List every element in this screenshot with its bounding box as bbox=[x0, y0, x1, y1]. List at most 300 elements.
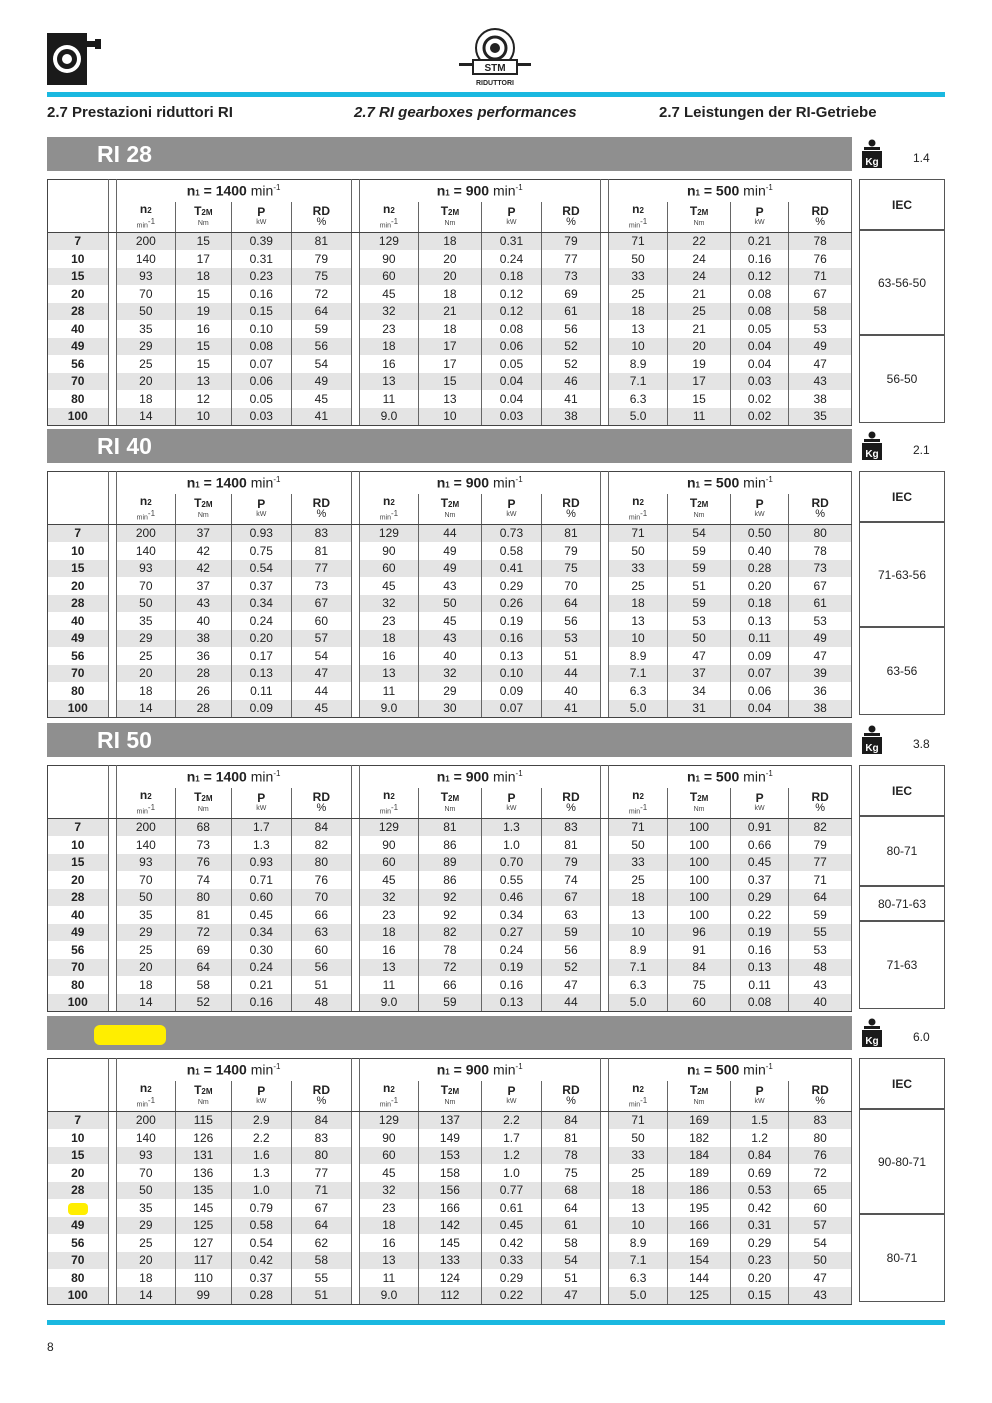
ratio-header-blank bbox=[48, 494, 109, 525]
ratio-header-blank bbox=[48, 202, 109, 233]
n1-subscript: 1 bbox=[445, 480, 450, 490]
column-gap bbox=[351, 889, 359, 907]
value-cell: 158 bbox=[419, 1164, 482, 1182]
column-symbol bbox=[419, 205, 481, 219]
column-gap bbox=[108, 924, 116, 942]
column-symbol-text: T bbox=[440, 204, 449, 219]
column-gap bbox=[351, 682, 359, 700]
value-cell: 47 bbox=[789, 1269, 852, 1287]
column-gap bbox=[351, 268, 359, 286]
column-header-rd bbox=[542, 1081, 601, 1112]
value-cell: 50 bbox=[116, 1182, 176, 1200]
column-unit bbox=[668, 1098, 730, 1107]
column-unit-text: min bbox=[628, 222, 641, 230]
weight-kg-icon bbox=[861, 431, 883, 461]
n1-unit: min bbox=[246, 474, 274, 491]
value-cell: 10 bbox=[608, 630, 668, 648]
value-cell: 0.29 bbox=[730, 889, 789, 907]
column-header-rd bbox=[789, 494, 852, 525]
n1-unit: min bbox=[246, 768, 274, 785]
value-cell: 36 bbox=[789, 682, 852, 700]
value-cell: 54 bbox=[292, 355, 352, 373]
value-cell: 16 bbox=[176, 320, 231, 338]
value-cell: 0.22 bbox=[730, 906, 789, 924]
ratio-cell: 100 bbox=[48, 700, 109, 718]
column-unit bbox=[117, 803, 176, 816]
ratio-header-blank bbox=[48, 180, 109, 202]
column-symbol-text: n bbox=[139, 201, 148, 216]
column-unit-text: min bbox=[628, 808, 641, 816]
n1-symbol: n bbox=[436, 474, 446, 491]
value-cell: 0.50 bbox=[730, 524, 789, 542]
column-symbol-text: RD bbox=[811, 790, 829, 805]
ratio-cell: 15 bbox=[48, 854, 109, 872]
column-symbol-text: n bbox=[139, 493, 148, 508]
value-cell: 0.06 bbox=[481, 338, 542, 356]
value-cell: 71 bbox=[608, 524, 668, 542]
ratio-cell: 100 bbox=[48, 1287, 109, 1305]
value-cell: 37 bbox=[668, 665, 731, 683]
column-unit-text: min bbox=[628, 514, 641, 522]
column-gap bbox=[600, 1129, 608, 1147]
value-cell: 1.3 bbox=[231, 1164, 292, 1182]
value-cell: 53 bbox=[542, 630, 601, 648]
column-gap bbox=[108, 1234, 116, 1252]
column-unit bbox=[176, 805, 230, 814]
value-cell: 131 bbox=[176, 1147, 231, 1165]
value-cell: 0.53 bbox=[730, 1182, 789, 1200]
value-cell: 0.13 bbox=[730, 959, 789, 977]
column-header-p bbox=[231, 1081, 292, 1112]
column-symbol-text: RD bbox=[562, 496, 580, 511]
table-row bbox=[48, 285, 852, 303]
column-gap bbox=[600, 818, 608, 836]
value-cell: 40 bbox=[419, 647, 482, 665]
heading-english: 2.7 RI gearboxes performances bbox=[354, 104, 577, 121]
value-cell: 0.54 bbox=[231, 1234, 292, 1252]
value-cell: 21 bbox=[668, 320, 731, 338]
value-cell: 65 bbox=[789, 1182, 852, 1200]
column-unit-text: kW bbox=[754, 511, 765, 519]
ratio-cell: 100 bbox=[48, 408, 109, 426]
value-cell: 13 bbox=[176, 373, 231, 391]
value-cell: 66 bbox=[292, 906, 352, 924]
column-symbol-subscript: 2 bbox=[639, 791, 644, 801]
column-symbol-subscript: 2 bbox=[147, 497, 152, 507]
n1-unit: min bbox=[739, 1061, 766, 1078]
column-header-t2m bbox=[419, 1081, 482, 1112]
n1-subscript: 1 bbox=[195, 480, 200, 490]
table-row bbox=[48, 1252, 852, 1270]
ratio-cell: 40 bbox=[48, 320, 109, 338]
value-cell: 0.08 bbox=[481, 320, 542, 338]
value-cell: 38 bbox=[789, 390, 852, 408]
column-symbol-text: T bbox=[194, 790, 202, 805]
value-cell: 20 bbox=[668, 338, 731, 356]
value-cell: 92 bbox=[419, 906, 482, 924]
column-symbol-text: n bbox=[383, 1080, 391, 1095]
column-symbol-text: T bbox=[440, 1083, 449, 1098]
column-symbol-subscript: 2M bbox=[448, 794, 460, 804]
column-gap bbox=[108, 472, 116, 494]
value-cell: 45 bbox=[359, 577, 419, 595]
value-cell: 0.39 bbox=[231, 232, 292, 250]
column-unit-exponent: -1 bbox=[390, 802, 399, 812]
column-symbol-text: T bbox=[440, 496, 449, 511]
value-cell: 64 bbox=[292, 1217, 352, 1235]
n1-subscript: 1 bbox=[195, 774, 200, 784]
value-cell: 16 bbox=[359, 647, 419, 665]
column-unit-exponent: -1 bbox=[147, 1095, 156, 1105]
value-cell: 110 bbox=[176, 1269, 231, 1287]
value-cell: 38 bbox=[789, 700, 852, 718]
value-cell: 0.40 bbox=[730, 542, 789, 560]
value-cell: 84 bbox=[292, 818, 352, 836]
n1-value: 500 bbox=[715, 182, 740, 199]
column-unit-text: Nm bbox=[197, 806, 209, 814]
input-speed-header bbox=[608, 180, 851, 202]
column-gap bbox=[108, 1199, 116, 1217]
value-cell: 0.16 bbox=[730, 941, 789, 959]
column-gap bbox=[351, 1164, 359, 1182]
table-row bbox=[48, 854, 852, 872]
column-gap bbox=[351, 250, 359, 268]
table-row bbox=[48, 630, 852, 648]
column-unit bbox=[609, 509, 668, 522]
value-cell: 86 bbox=[419, 871, 482, 889]
value-cell: 30 bbox=[419, 700, 482, 718]
n1-symbol: n bbox=[436, 1061, 446, 1078]
value-cell: 70 bbox=[116, 871, 176, 889]
column-symbol bbox=[668, 497, 730, 511]
input-speed-header bbox=[608, 1059, 851, 1081]
column-symbol-subscript: 2M bbox=[201, 794, 213, 804]
value-cell: 62 bbox=[292, 1234, 352, 1252]
value-cell: 0.13 bbox=[231, 665, 292, 683]
column-gap bbox=[600, 836, 608, 854]
column-unit-text: kW bbox=[506, 219, 517, 227]
value-cell: 129 bbox=[359, 1111, 419, 1129]
value-cell: 54 bbox=[542, 1252, 601, 1270]
ratio-cell: 80 bbox=[48, 682, 109, 700]
value-cell: 80 bbox=[176, 889, 231, 907]
value-cell: 77 bbox=[292, 560, 352, 578]
value-cell: 73 bbox=[789, 560, 852, 578]
n1-value: 900 bbox=[465, 768, 490, 785]
ratio-cell: 28 bbox=[48, 303, 109, 321]
value-cell: 0.19 bbox=[481, 959, 542, 977]
table-row bbox=[48, 577, 852, 595]
column-gap bbox=[351, 303, 359, 321]
column-gap bbox=[600, 1217, 608, 1235]
value-cell: 7.1 bbox=[608, 373, 668, 391]
value-cell: 7.1 bbox=[608, 959, 668, 977]
value-cell: 2.9 bbox=[231, 1111, 292, 1129]
n1-unit-exponent: -1 bbox=[515, 183, 523, 192]
column-unit bbox=[292, 803, 351, 814]
table-row bbox=[48, 871, 852, 889]
value-cell: 20 bbox=[116, 1252, 176, 1270]
value-cell: 13 bbox=[608, 1199, 668, 1217]
value-cell: 21 bbox=[668, 285, 731, 303]
column-gap bbox=[351, 595, 359, 613]
value-cell: 50 bbox=[608, 1129, 668, 1147]
input-speed-header bbox=[608, 472, 851, 494]
column-gap bbox=[108, 1287, 116, 1305]
column-unit-text: % bbox=[566, 802, 576, 815]
value-cell: 14 bbox=[116, 408, 176, 426]
column-symbol bbox=[117, 789, 176, 803]
value-cell: 115 bbox=[176, 1111, 231, 1129]
column-gap bbox=[108, 976, 116, 994]
value-cell: 0.17 bbox=[231, 647, 292, 665]
column-gap bbox=[351, 1287, 359, 1305]
value-cell: 73 bbox=[292, 577, 352, 595]
column-symbol bbox=[731, 498, 789, 510]
value-cell: 67 bbox=[292, 1199, 352, 1217]
value-cell: 0.20 bbox=[231, 630, 292, 648]
value-cell: 0.23 bbox=[231, 268, 292, 286]
value-cell: 16 bbox=[359, 355, 419, 373]
column-symbol-subscript: 2 bbox=[390, 497, 395, 507]
column-gap bbox=[600, 320, 608, 338]
value-cell: 144 bbox=[668, 1269, 731, 1287]
column-gap bbox=[108, 390, 116, 408]
column-unit bbox=[731, 804, 789, 813]
value-cell: 60 bbox=[668, 994, 731, 1012]
column-symbol bbox=[117, 1082, 176, 1096]
column-gap bbox=[351, 355, 359, 373]
column-gap bbox=[108, 408, 116, 426]
column-unit-text: % bbox=[566, 1095, 576, 1108]
value-cell: 70 bbox=[116, 1164, 176, 1182]
value-cell: 5.0 bbox=[608, 994, 668, 1012]
footer-divider bbox=[47, 1320, 945, 1325]
column-unit bbox=[609, 1096, 668, 1109]
value-cell: 149 bbox=[419, 1129, 482, 1147]
column-gap bbox=[351, 766, 359, 788]
column-gap bbox=[351, 524, 359, 542]
column-header-n2 bbox=[608, 494, 668, 525]
column-gap bbox=[351, 1217, 359, 1235]
value-cell: 0.28 bbox=[730, 560, 789, 578]
section-title: RI 40 bbox=[97, 433, 152, 459]
value-cell: 0.04 bbox=[730, 355, 789, 373]
n1-unit: min bbox=[739, 768, 766, 785]
column-gap bbox=[108, 494, 116, 525]
column-symbol-text: n bbox=[139, 1080, 148, 1095]
value-cell: 1.2 bbox=[481, 1147, 542, 1165]
value-cell: 79 bbox=[542, 854, 601, 872]
value-cell: 59 bbox=[789, 906, 852, 924]
value-cell: 41 bbox=[542, 390, 601, 408]
column-unit bbox=[360, 217, 419, 230]
ratio-cell: 28 bbox=[48, 1182, 109, 1200]
value-cell: 57 bbox=[292, 630, 352, 648]
table-row bbox=[48, 338, 852, 356]
value-cell: 40 bbox=[542, 682, 601, 700]
value-cell: 15 bbox=[176, 338, 231, 356]
column-unit-exponent: -1 bbox=[640, 1095, 648, 1105]
column-header-p bbox=[231, 202, 292, 233]
column-gap bbox=[600, 494, 608, 525]
column-gap bbox=[600, 766, 608, 788]
column-symbol bbox=[482, 498, 542, 510]
value-cell: 43 bbox=[176, 595, 231, 613]
column-symbol-subscript: 2M bbox=[201, 500, 213, 510]
column-gap bbox=[108, 1111, 116, 1129]
value-cell: 45 bbox=[359, 285, 419, 303]
speed-header-row bbox=[48, 180, 852, 202]
value-cell: 49 bbox=[789, 338, 852, 356]
column-gap bbox=[600, 524, 608, 542]
value-cell: 9.0 bbox=[359, 700, 419, 718]
weight-kg-icon bbox=[861, 725, 883, 755]
value-cell: 166 bbox=[668, 1217, 731, 1235]
value-cell: 52 bbox=[542, 355, 601, 373]
table-row bbox=[48, 1147, 852, 1165]
value-cell: 10 bbox=[608, 1217, 668, 1235]
value-cell: 91 bbox=[668, 941, 731, 959]
value-cell: 0.77 bbox=[481, 1182, 542, 1200]
column-symbol-text: n bbox=[632, 201, 640, 216]
column-unit-exponent: -1 bbox=[147, 802, 156, 812]
value-cell: 39 bbox=[789, 665, 852, 683]
n1-value: 900 bbox=[465, 474, 490, 491]
iec-header: IEC bbox=[859, 179, 945, 230]
column-symbol-text: P bbox=[257, 497, 266, 512]
value-cell: 0.31 bbox=[730, 1217, 789, 1235]
column-unit bbox=[542, 217, 600, 228]
column-unit-text: % bbox=[316, 508, 327, 521]
column-unit bbox=[789, 217, 851, 228]
column-unit-text: kW bbox=[506, 511, 517, 519]
value-cell: 93 bbox=[116, 268, 176, 286]
value-cell: 0.12 bbox=[730, 268, 789, 286]
value-cell: 78 bbox=[542, 1147, 601, 1165]
column-unit bbox=[482, 218, 542, 227]
column-header-rd bbox=[542, 494, 601, 525]
table-row bbox=[48, 595, 852, 613]
value-cell: 54 bbox=[668, 524, 731, 542]
column-gap bbox=[108, 180, 116, 202]
column-gap bbox=[351, 788, 359, 819]
value-cell: 77 bbox=[542, 250, 601, 268]
value-cell: 51 bbox=[668, 577, 731, 595]
value-cell: 67 bbox=[789, 577, 852, 595]
column-gap bbox=[108, 303, 116, 321]
column-unit-exponent: -1 bbox=[390, 1095, 399, 1105]
column-unit bbox=[360, 803, 419, 816]
value-cell: 13 bbox=[359, 1252, 419, 1270]
value-cell: 50 bbox=[116, 595, 176, 613]
value-cell: 0.60 bbox=[231, 889, 292, 907]
value-cell: 84 bbox=[668, 959, 731, 977]
column-symbol-text: P bbox=[755, 1084, 764, 1099]
value-cell: 10 bbox=[176, 408, 231, 426]
value-cell: 79 bbox=[542, 232, 601, 250]
value-cell: 25 bbox=[668, 303, 731, 321]
value-cell: 42 bbox=[176, 560, 231, 578]
iec-motor-sizes: 71-63-56 bbox=[859, 522, 945, 627]
iec-header: IEC bbox=[859, 471, 945, 522]
value-cell: 67 bbox=[789, 285, 852, 303]
column-gap bbox=[351, 871, 359, 889]
n1-subscript: 1 bbox=[195, 1067, 200, 1077]
value-cell: 182 bbox=[668, 1129, 731, 1147]
value-cell: 49 bbox=[419, 560, 482, 578]
logo-sub-text: RIDUTTORI bbox=[476, 80, 514, 87]
column-gap bbox=[600, 1199, 608, 1217]
speed-header-row bbox=[48, 1059, 852, 1081]
value-cell: 33 bbox=[608, 268, 668, 286]
n1-value: 500 bbox=[715, 474, 740, 491]
section-weight: 2.1 bbox=[913, 443, 930, 457]
column-symbol-text: T bbox=[689, 1083, 698, 1098]
n1-symbol: n bbox=[436, 182, 446, 199]
column-gap bbox=[600, 1111, 608, 1129]
value-cell: 32 bbox=[359, 889, 419, 907]
column-symbol-text: P bbox=[257, 1084, 266, 1099]
ratio-header-blank bbox=[48, 1059, 109, 1081]
n1-unit-exponent: -1 bbox=[515, 1062, 523, 1071]
column-gap bbox=[351, 941, 359, 959]
column-header-p bbox=[730, 202, 789, 233]
n1-equals: = bbox=[453, 1061, 466, 1078]
value-cell: 9.0 bbox=[359, 408, 419, 426]
column-unit-text: min bbox=[379, 222, 391, 230]
column-header-t2m bbox=[419, 788, 482, 819]
column-unit-text: Nm bbox=[693, 806, 705, 814]
value-cell: 18 bbox=[116, 1269, 176, 1287]
column-gap bbox=[351, 373, 359, 391]
value-cell: 80 bbox=[292, 854, 352, 872]
column-gap bbox=[108, 630, 116, 648]
value-cell: 15 bbox=[419, 373, 482, 391]
column-gap bbox=[108, 766, 116, 788]
value-cell: 32 bbox=[419, 665, 482, 683]
input-speed-header bbox=[116, 472, 351, 494]
column-gap bbox=[351, 285, 359, 303]
column-gap bbox=[108, 700, 116, 718]
column-unit-text: % bbox=[316, 216, 327, 229]
value-cell: 58 bbox=[542, 1234, 601, 1252]
value-cell: 54 bbox=[292, 647, 352, 665]
column-unit bbox=[419, 511, 481, 520]
value-cell: 78 bbox=[419, 941, 482, 959]
value-cell: 10 bbox=[419, 408, 482, 426]
input-speed-header bbox=[359, 766, 600, 788]
column-unit-text: kW bbox=[256, 1098, 267, 1106]
iec-motor-sizes: 56-50 bbox=[859, 335, 945, 423]
value-cell: 5.0 bbox=[608, 700, 668, 718]
column-gap bbox=[108, 941, 116, 959]
value-cell: 7.1 bbox=[608, 1252, 668, 1270]
ratio-cell: 70 bbox=[48, 373, 109, 391]
value-cell: 18 bbox=[359, 630, 419, 648]
value-cell: 0.06 bbox=[730, 682, 789, 700]
column-symbol-text: P bbox=[257, 205, 266, 220]
ratio-cell: 7 bbox=[48, 1111, 109, 1129]
value-cell: 74 bbox=[542, 871, 601, 889]
column-header-rd bbox=[542, 202, 601, 233]
value-cell: 137 bbox=[419, 1111, 482, 1129]
value-cell: 81 bbox=[176, 906, 231, 924]
value-cell: 0.20 bbox=[730, 577, 789, 595]
column-gap bbox=[351, 577, 359, 595]
ratio-cell: 56 bbox=[48, 647, 109, 665]
value-cell: 5.0 bbox=[608, 1287, 668, 1305]
